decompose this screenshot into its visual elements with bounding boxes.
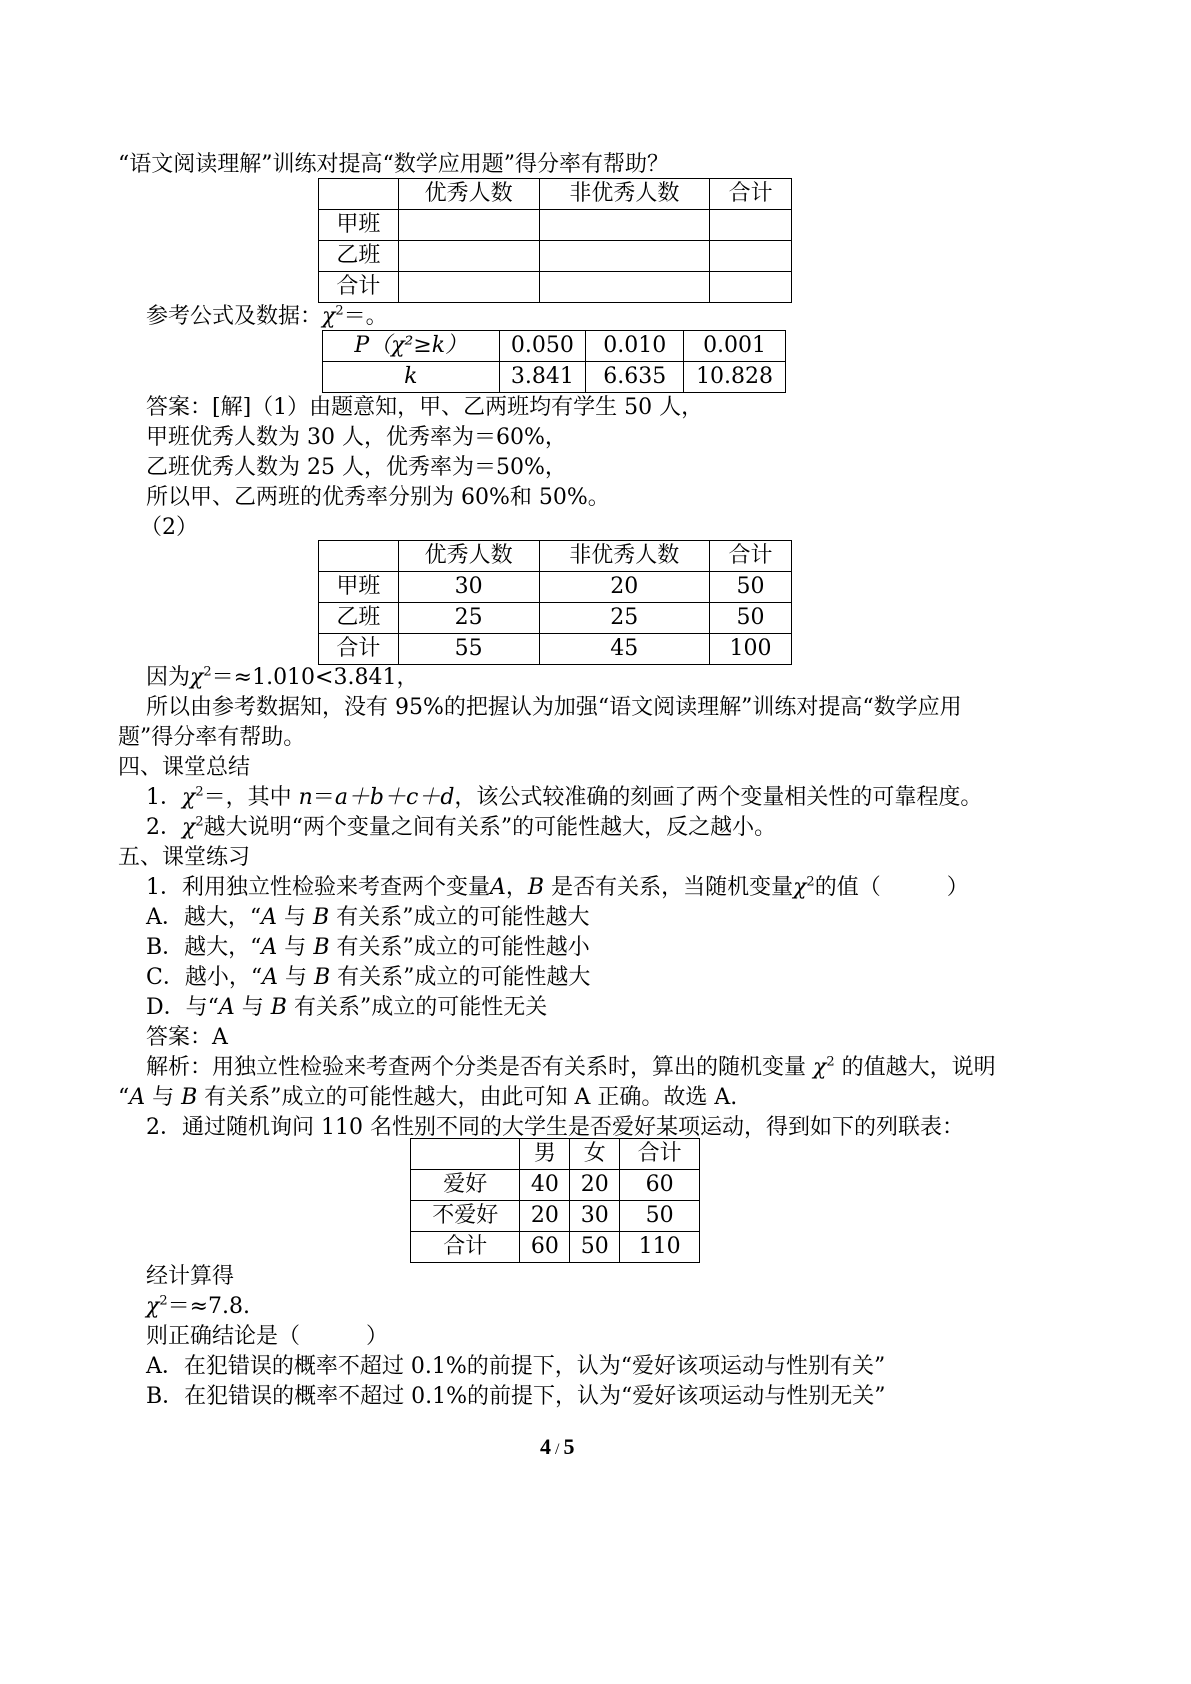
- page-number: 4 / 5: [540, 1434, 575, 1459]
- table-cell: 30: [398, 572, 539, 603]
- table-cell: [539, 210, 710, 241]
- ref-cell: 0.050: [499, 331, 586, 362]
- table-cell: 50: [570, 1232, 620, 1263]
- intro-line: “语文阅读理解”训练对提高“数学应用题”得分率有帮助？: [118, 152, 669, 177]
- question-1-option-a: A．越大，“A 与 B 有关系”成立的可能性越大: [146, 905, 590, 930]
- table-cell: 非优秀人数: [539, 541, 710, 572]
- table-cell: 30: [570, 1201, 620, 1232]
- calc-result: $\chi^2=\approx 7.8$.: [146, 1293, 251, 1319]
- table-cell: [710, 241, 792, 272]
- question-1-option-b: B．越大，“A 与 B 有关系”成立的可能性越小: [146, 935, 590, 960]
- table-row: [319, 572, 792, 603]
- table-cell: 合计: [411, 1232, 520, 1263]
- table-row: [319, 272, 792, 303]
- question-2: 2．通过随机询问 110 名性别不同的大学生是否爱好某项运动，得到如下的列联表：: [146, 1115, 964, 1140]
- conclusion-line-2: 题”得分率有帮助。: [118, 725, 306, 750]
- ref-cell: 10.828: [684, 362, 786, 393]
- ref-cell: 3.841: [499, 362, 586, 393]
- table-cell: 甲班: [319, 210, 399, 241]
- table-cell: 合计: [710, 541, 792, 572]
- table-cell: [710, 210, 792, 241]
- question-1-explanation-2: “A 与 B 有关系”成立的可能性越大，由此可知 A 正确。故选 A.: [118, 1085, 738, 1110]
- table-cell: 50: [620, 1201, 700, 1232]
- gender-sport-table: [410, 1138, 700, 1263]
- table-cell: [319, 541, 399, 572]
- ref-cell: 0.001: [684, 331, 786, 362]
- table-header-row: [319, 179, 792, 210]
- section-heading-summary: 四、课堂总结: [118, 755, 251, 780]
- question-1-option-d: D．与“A 与 B 有关系”成立的可能性无关: [146, 995, 548, 1020]
- table-cell: 非优秀人数: [539, 179, 710, 210]
- conclusion-line-1: 所以由参考数据知，没有 95%的把握认为加强“语文阅读理解”训练对提高“数学应用: [146, 695, 962, 720]
- question-1-answer: 答案：A: [146, 1025, 228, 1050]
- answer-line-3: 乙班优秀人数为 25 人，优秀率为＝50%，: [146, 455, 567, 480]
- reference-formula-line: 参考公式及数据：$\chi^2=$。: [146, 303, 388, 329]
- table-cell: 50: [710, 572, 792, 603]
- table-cell: 110: [620, 1232, 700, 1263]
- table-cell: [411, 1139, 520, 1170]
- table-cell: 合计: [710, 179, 792, 210]
- table-cell: 60: [620, 1170, 700, 1201]
- table-cell: 甲班: [319, 572, 399, 603]
- table-header-row: [411, 1139, 700, 1170]
- ref-cell: 0.010: [586, 331, 684, 362]
- table-cell: [398, 241, 539, 272]
- table-cell: 60: [520, 1232, 570, 1263]
- table-cell: [539, 272, 710, 303]
- answer-line-5: （2）: [140, 515, 198, 540]
- question-1-option-c: C．越小，“A 与 B 有关系”成立的可能性越大: [146, 965, 591, 990]
- table-cell: 不爱好: [411, 1201, 520, 1232]
- contingency-table-filled: [318, 540, 792, 665]
- table-cell: 男: [520, 1139, 570, 1170]
- table-cell: 乙班: [319, 603, 399, 634]
- question-2-prompt: 则正确结论是（ ）: [146, 1324, 389, 1349]
- table-row: [411, 1232, 700, 1263]
- answer-line-1: 答案：[解]（1）由题意知，甲、乙两班均有学生 50 人，: [146, 395, 704, 420]
- table-cell: 合计: [620, 1139, 700, 1170]
- table-cell: 20: [570, 1170, 620, 1201]
- table-cell: 合计: [319, 272, 399, 303]
- table-row: [411, 1201, 700, 1232]
- question-2-option-b: B．在犯错误的概率不超过 0.1%的前提下，认为“爱好该项运动与性别无关”: [146, 1384, 886, 1409]
- table-cell: 40: [520, 1170, 570, 1201]
- table-cell: 女: [570, 1139, 620, 1170]
- table-cell: 50: [710, 603, 792, 634]
- table-cell: 优秀人数: [398, 541, 539, 572]
- table-cell: [539, 241, 710, 272]
- reference-critical-values-table: [322, 330, 786, 393]
- table-row: [319, 241, 792, 272]
- calc-label: 经计算得: [146, 1264, 235, 1289]
- ref-row2-label: k: [323, 362, 500, 393]
- question-2-option-a: A．在犯错误的概率不超过 0.1%的前提下，认为“爱好该项运动与性别有关”: [146, 1354, 886, 1379]
- table-row: [319, 634, 792, 665]
- table-cell: [398, 210, 539, 241]
- ref-cell: 6.635: [586, 362, 684, 393]
- table-cell: 优秀人数: [398, 179, 539, 210]
- table-cell: 100: [710, 634, 792, 665]
- table-cell: 45: [539, 634, 710, 665]
- question-1: 1．利用独立性检验来考查两个变量A，B 是否有关系，当随机变量$\chi^2$的值（ ）: [146, 874, 969, 900]
- ref-row1-label: P（χ²≥k）: [323, 331, 500, 362]
- table-cell: 20: [520, 1201, 570, 1232]
- summary-item-1: 1．$\chi^2=$，其中 n＝a＋b＋c＋d，该公式较准确的刻画了两个变量相关性的可靠程度。: [146, 784, 983, 810]
- table-row: [319, 603, 792, 634]
- contingency-table-empty: [318, 178, 792, 303]
- section-heading-practice: 五、课堂练习: [118, 845, 251, 870]
- table-cell: 20: [539, 572, 710, 603]
- chi-square-result-line: 因为$\chi^2=\approx 1.010<3.841$，: [146, 664, 419, 690]
- table-row: [411, 1170, 700, 1201]
- table-header-row: [319, 541, 792, 572]
- table-cell: 25: [539, 603, 710, 634]
- table-cell: [398, 272, 539, 303]
- table-cell: 爱好: [411, 1170, 520, 1201]
- table-cell: [319, 179, 399, 210]
- answer-line-4: 所以甲、乙两班的优秀率分别为 60%和 50%。: [146, 485, 610, 510]
- table-cell: 合计: [319, 634, 399, 665]
- summary-item-2: 2．$\chi^2$越大说明“两个变量之间有关系”的可能性越大，反之越小。: [146, 814, 777, 840]
- question-1-explanation-1: 解析：用独立性检验来考查两个分类是否有关系时，算出的随机变量 $\chi^2$ 的值越大，说明: [146, 1054, 996, 1080]
- table-cell: 25: [398, 603, 539, 634]
- table-cell: 55: [398, 634, 539, 665]
- table-row: [319, 210, 792, 241]
- answer-line-2: 甲班优秀人数为 30 人，优秀率为＝60%，: [146, 425, 567, 450]
- table-cell: 乙班: [319, 241, 399, 272]
- table-cell: [710, 272, 792, 303]
